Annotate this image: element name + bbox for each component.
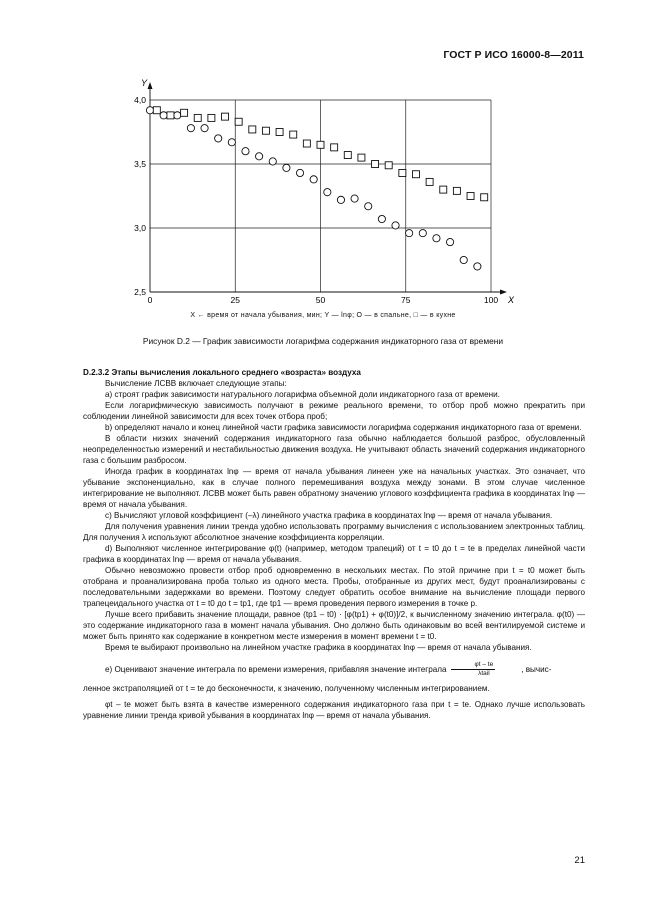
x-tick-label: 50 — [315, 295, 326, 305]
y-tick-label: 2,5 — [134, 287, 146, 297]
x-axis-arrow — [500, 290, 507, 295]
y-axis-arrow — [148, 82, 153, 89]
paragraph: Если логарифмическую зависимость получают в режиме реального времени, то отбор проб можно прекратить при соблюдении линейной зависимости для всех точек отбора проб; — [83, 401, 585, 421]
paragraph: е) Оцениваю​т значение интеграла по времени измерения, прибавляя значение интеграла — [105, 665, 447, 674]
data-point-kitchen — [399, 169, 406, 176]
data-point-bedroom — [242, 148, 249, 155]
data-point-bedroom — [269, 158, 276, 165]
fraction-numerator: φt – te — [451, 661, 496, 670]
data-point-kitchen — [167, 112, 174, 119]
y-tick-label: 3,0 — [134, 223, 146, 233]
data-point-bedroom — [324, 189, 331, 196]
data-point-bedroom — [351, 195, 358, 202]
data-point-bedroom — [215, 135, 222, 142]
data-point-bedroom — [201, 125, 208, 132]
data-point-kitchen — [181, 109, 188, 116]
chart-marks — [146, 107, 487, 270]
y-tick-label: 3,5 — [134, 159, 146, 169]
formula-line — [83, 661, 585, 678]
data-point-kitchen — [235, 118, 242, 125]
fraction-denominator: λtail — [478, 670, 490, 677]
data-point-bedroom — [337, 196, 344, 203]
data-point-bedroom — [446, 238, 453, 245]
data-point-kitchen — [262, 127, 269, 134]
data-point-bedroom — [160, 112, 167, 119]
data-point-bedroom — [174, 112, 181, 119]
data-point-bedroom — [256, 153, 263, 160]
paragraph: d) Выполняют численное интегрирование φ(t) (например, методом трапеций) от t = t0 до t = te в пределах линейной части графика в координатах lnφ — время от начала убывания. — [83, 544, 585, 564]
data-point-bedroom — [187, 125, 194, 132]
paragraph: , вычис- — [521, 665, 552, 674]
data-point-bedroom — [296, 169, 303, 176]
paragraph: Время te выбирают произвольно на линейном участке графика в координатах lnφ — время от начала убывания. — [105, 643, 532, 652]
x-tick-label: 25 — [230, 295, 240, 305]
data-point-bedroom — [460, 256, 467, 263]
paragraph: Лучше всего прибавить значение площади, равное (tp1 – t0) · [φ(tp1) + φ(t0)]/2, к вычисленному значению интеграла. φ(t0) — это содержание индикаторного газа в момент начала убывания. Оно должно быть одинаковым во всей вентилируемой системе и может быть принято как содержание в конкретном месте измерения в момент времени t = t0. — [83, 610, 585, 641]
data-point-kitchen — [344, 152, 351, 159]
data-point-kitchen — [208, 114, 215, 121]
paragraph: ленное экстраполяцией от t = te до бесконечности, к значению, полученному численным интегрированием. — [83, 684, 490, 693]
x-axis-label: X — [508, 295, 515, 305]
paragraph: b) определяют начало и конец линейной части графика зависимости логарифма содержания индикаторного газа от времени. — [105, 423, 582, 432]
document-body — [83, 367, 585, 721]
data-point-kitchen — [426, 178, 433, 185]
data-point-kitchen — [222, 113, 229, 120]
fraction — [451, 661, 496, 678]
data-point-kitchen — [358, 154, 365, 161]
data-point-bedroom — [228, 139, 235, 146]
data-point-bedroom — [406, 230, 413, 237]
data-point-kitchen — [372, 161, 379, 168]
data-point-kitchen — [412, 171, 419, 178]
paragraph: Обычно невозможно провести отбор проб одновременно в нескольких местах. По этой причине при t = t0 может быть отобрана и проанализирована проба только из одного места. Пробы, отобранные из других мест, будут проанализированы с последовательными задержками во времени. Поэтому следует обратить особое внимание на вычисление площади первого трапецеидального участка от t = t0 до t = tp1, где tp1 — время проведения первого измерения в точке p. — [83, 566, 585, 608]
section-title: D.2.3.2 Этапы вычисления локального среднего «возраста» воздуха — [83, 368, 361, 377]
paragraph: Иногда график в координатах lnφ — время от начала убывания линеен уже на начальных участках. Это означает, что убывание экспоненциально, как в случае полного перемешивания воздуха между зонами. В этом случае численное интегрирование не выполняют. ЛСВВ может быть равен обратному значению углового коэффициента графика в координатах lnφ — время от начала убывания. — [83, 467, 585, 509]
paragraph: а) строят график зависимости натурального логарифма объемной доли индикаторного газа от времени. — [105, 390, 500, 399]
data-point-bedroom — [474, 263, 481, 270]
data-point-kitchen — [303, 140, 310, 147]
data-point-bedroom — [283, 164, 290, 171]
y-axis-label: Y — [141, 78, 148, 88]
data-point-kitchen — [481, 194, 488, 201]
x-tick-label: 100 — [483, 295, 499, 305]
data-point-kitchen — [276, 129, 283, 136]
data-point-kitchen — [467, 193, 474, 200]
data-point-kitchen — [317, 141, 324, 148]
data-point-bedroom — [310, 176, 317, 183]
data-point-kitchen — [331, 144, 338, 151]
paragraph: Для получения уравнения линии тренда удобно использовать программу вычисления с использованием электронных таблиц. Для получения λ используют абсолютное значение коэффициента корреляции. — [83, 522, 585, 542]
data-point-bedroom — [146, 107, 153, 114]
figure-caption: Рисунок D.2 — График зависимости логарифма содержания индикаторного газа от времени — [142, 336, 504, 346]
chart-legend: X ← время от начала убывания, мин; Y — lnφ; O — в спальне, □ — в кухне — [190, 312, 456, 319]
x-tick-label: 75 — [401, 295, 411, 305]
data-point-kitchen — [290, 131, 297, 138]
data-point-kitchen — [194, 114, 201, 121]
data-point-kitchen — [249, 126, 256, 133]
y-tick-label: 4,0 — [134, 95, 146, 105]
paragraph: с) Вычисляют угловой коэффициент (–λ) линейного участка графика в координатах lnφ — время от начала убывания. — [105, 511, 553, 520]
data-point-kitchen — [385, 162, 392, 169]
data-point-bedroom — [433, 235, 440, 242]
page-number: 21 — [574, 855, 585, 866]
paragraph: Вычисление ЛСВВ включает следующие этапы: — [105, 379, 287, 388]
x-tick-label: 0 — [147, 295, 153, 305]
paragraph: φt – te может быть взята в качестве измеренного содержания индикаторного газа при t = te. Однако лучше использовать уравнение линии тренда кривой убывания в координатах lnφ — время от начала убывания. — [83, 700, 585, 720]
document-code: ГОСТ Р ИСО 16000-8—2011 — [443, 49, 584, 61]
paragraph: В области низких значений содержания индикаторного газа обычно наблюдается большой разброс, обусловленный неопределенностью измерений и нестабильностью движения воздуха. Не учитывают область значений содержания индикаторного газа с большим разбросом. — [83, 434, 585, 465]
data-point-bedroom — [365, 203, 372, 210]
data-point-kitchen — [153, 107, 160, 114]
data-point-kitchen — [440, 186, 447, 193]
data-point-kitchen — [453, 187, 460, 194]
data-point-bedroom — [378, 215, 385, 222]
data-point-bedroom — [419, 230, 426, 237]
scatter-chart — [0, 0, 646, 312]
data-point-bedroom — [392, 222, 399, 229]
